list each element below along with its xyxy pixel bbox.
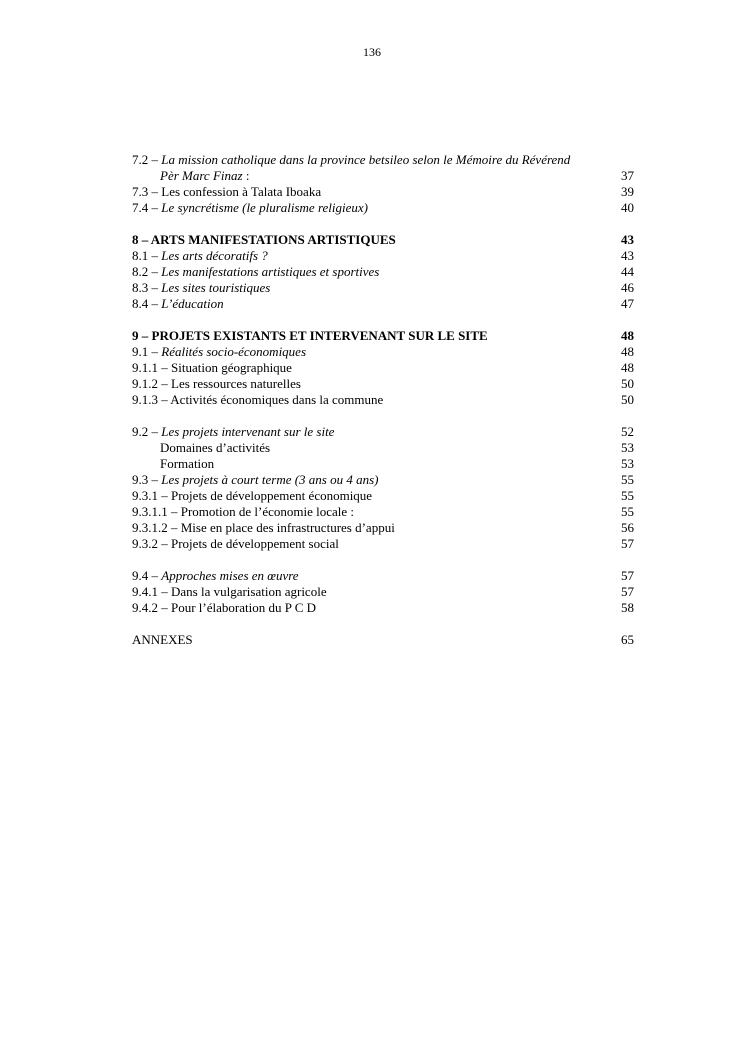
toc-entry-7-4 [132, 200, 634, 216]
toc-entry-9-2-formation [132, 456, 634, 472]
toc-entry-prefix: 7.4 – [132, 200, 162, 215]
toc-entry-page: 58 [621, 600, 634, 615]
toc-entry-prefix: 7.2 – [132, 152, 162, 167]
toc-chapter-title: 9 – PROJETS EXISTANTS ET INTERVENANT SUR LE SITE [132, 328, 488, 343]
toc-entry-title: L’éducation [161, 296, 224, 311]
toc-entry-page: 55 [621, 488, 634, 503]
toc-entry-8-3 [132, 280, 634, 296]
spacer [132, 216, 634, 232]
toc-entry-9-2-domaines [132, 440, 634, 456]
toc-entry-suffix: : [242, 168, 250, 183]
toc-entry-page: 39 [621, 184, 634, 199]
toc-entry-9-4-2 [132, 600, 634, 616]
toc-entry-prefix: 8.1 – [132, 248, 162, 263]
toc-entry-title: La mission catholique dans la province betsileo selon le Mémoire du Révérend [161, 152, 571, 167]
toc-entry-page: 57 [621, 568, 634, 583]
toc-entry-prefix: 9.1 – [132, 344, 162, 359]
toc-entry-page: 46 [621, 280, 634, 295]
toc-entry-page: 48 [621, 360, 634, 375]
spacer [132, 552, 634, 568]
toc-entry-text: Domaines d’activités [160, 440, 271, 455]
toc-entry-page: 40 [621, 200, 634, 215]
toc-entry-text: 9.4.1 – Dans la vulgarisation agricole [132, 584, 327, 599]
toc-chapter-title: 8 – ARTS MANIFESTATIONS ARTISTIQUES [132, 232, 396, 247]
toc-entry-title: Les arts décoratifs ? [161, 248, 268, 263]
toc-entry-9-2 [132, 424, 634, 440]
toc-entry-7-2-line1 [132, 152, 634, 168]
toc-entry-9-3-1 [132, 488, 634, 504]
toc-entry-prefix: 9.4 – [132, 568, 162, 583]
toc-entry-title: Le syncrétisme (le pluralisme religieux) [161, 200, 368, 215]
toc-entry-text: 9.4.2 – Pour l’élaboration du P C D [132, 600, 317, 615]
table-of-contents [132, 152, 634, 648]
toc-entry-9-3-2 [132, 536, 634, 552]
toc-entry-page: 43 [621, 232, 634, 247]
toc-entry-page: 43 [621, 248, 634, 263]
toc-entry-7-2-line2 [132, 168, 634, 184]
toc-entry-9-1-2 [132, 376, 634, 392]
toc-entry-title: Les projets intervenant sur le site [161, 424, 335, 439]
toc-chapter-8 [132, 232, 634, 248]
page-number: 136 [363, 45, 381, 59]
toc-entry-title: Les sites touristiques [161, 280, 271, 295]
toc-entry-prefix: 8.4 – [132, 296, 162, 311]
toc-entry-title: Approches mises en œuvre [161, 568, 299, 583]
toc-entry-page: 53 [621, 440, 634, 455]
toc-entry-9-4 [132, 568, 634, 584]
toc-entry-9-1 [132, 344, 634, 360]
toc-entry-text: 9.3.1 – Projets de développement économique [132, 488, 373, 503]
toc-entry-prefix: 9.3 – [132, 472, 162, 487]
toc-entry-page: 44 [621, 264, 634, 279]
toc-entry-page: 48 [621, 328, 634, 343]
toc-entry-text: Formation [160, 456, 215, 471]
toc-entry-text: 9.3.1.1 – Promotion de l’économie locale : [132, 504, 355, 519]
toc-entry-page: 55 [621, 472, 634, 487]
toc-chapter-9 [132, 328, 634, 344]
toc-entry-title: Les manifestations artistiques et sportives [161, 264, 380, 279]
toc-entry-page: 53 [621, 456, 634, 471]
toc-entry-prefix: 9.2 – [132, 424, 162, 439]
spacer [132, 312, 634, 328]
toc-entry-title: Les projets à court terme (3 ans ou 4 ans) [161, 472, 379, 487]
toc-entry-7-3 [132, 184, 634, 200]
toc-entry-9-3 [132, 472, 634, 488]
toc-entry-9-3-1-1 [132, 504, 634, 520]
toc-entry-9-1-3 [132, 392, 634, 408]
toc-entry-text: 9.3.1.2 – Mise en place des infrastructures d’appui [132, 520, 395, 535]
toc-entry-9-4-1 [132, 584, 634, 600]
spacer [132, 408, 634, 424]
toc-entry-9-3-1-2 [132, 520, 634, 536]
toc-entry-page: 52 [621, 424, 634, 439]
toc-entry-prefix: 8.3 – [132, 280, 162, 295]
toc-entry-text: ANNEXES [132, 632, 193, 647]
toc-entry-page: 55 [621, 504, 634, 519]
toc-entry-title: Réalités socio-économiques [161, 344, 307, 359]
toc-entry-page: 57 [621, 536, 634, 551]
toc-entry-8-4 [132, 296, 634, 312]
toc-entry-text: 9.1.2 – Les ressources naturelles [132, 376, 301, 391]
toc-entry-page: 50 [621, 376, 634, 391]
toc-entry-page: 65 [621, 632, 634, 647]
toc-entry-text: 7.3 – Les confession à Talata Iboaka [132, 184, 322, 199]
toc-entry-8-1 [132, 248, 634, 264]
toc-entry-page: 37 [621, 168, 634, 183]
toc-entry-page: 47 [621, 296, 634, 311]
toc-entry-text: 9.3.2 – Projets de développement social [132, 536, 339, 551]
spacer [132, 616, 634, 632]
toc-entry-title-cont: Pèr Marc Finaz [160, 168, 243, 183]
toc-entry-text: 9.1.3 – Activités économiques dans la commune [132, 392, 384, 407]
toc-entry-annexes [132, 632, 634, 648]
toc-entry-prefix: 8.2 – [132, 264, 162, 279]
toc-entry-9-1-1 [132, 360, 634, 376]
toc-entry-page: 50 [621, 392, 634, 407]
toc-entry-page: 56 [621, 520, 634, 535]
toc-entry-8-2 [132, 264, 634, 280]
toc-entry-page: 57 [621, 584, 634, 599]
toc-entry-text: 9.1.1 – Situation géographique [132, 360, 292, 375]
toc-entry-page: 48 [621, 344, 634, 359]
